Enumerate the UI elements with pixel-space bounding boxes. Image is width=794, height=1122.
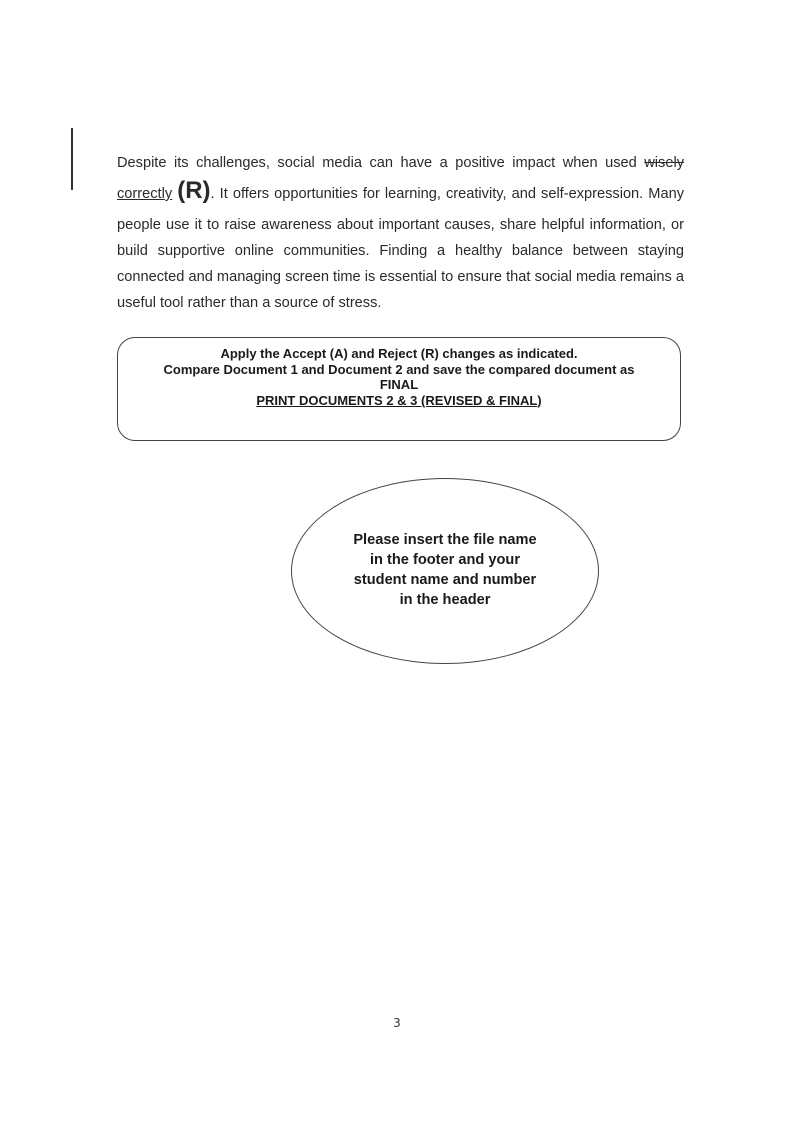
instruction-box [117,337,681,441]
note-line: in the header [399,592,491,608]
note-text [291,530,599,610]
track-change-bar [71,128,73,190]
instruction-print: PRINT DOCUMENTS 2 & 3 (REVISED & FINAL) [256,392,542,408]
body-paragraph [117,150,684,316]
paragraph-text: Despite its challenges, social media can have a positive impact when used [117,155,645,171]
deleted-text: wisely [644,155,684,171]
reject-marker: (R) [177,177,211,204]
note-line: Please insert the file name [353,532,537,548]
note-line: in the footer and your [370,552,520,568]
instruction-line: Compare Document 1 and Document 2 and save the compared document as FINAL [163,361,635,392]
instruction-line: Apply the Accept (A) and Reject (R) changes as indicated. [220,346,578,361]
paragraph-text-cont: . It offers opportunities for learning, creativity, and self-expression. Many people use it to raise awareness about important causes, share helpful information, or build supportive online communities. Finding a healthy balance between staying connected and managing screen time is essential to ensure that social media remains a useful tool rather than a source of stress. [117,186,684,311]
inserted-text: correctly [117,186,173,202]
note-line: student name and number [353,572,537,588]
page-number: 3 [393,1016,401,1030]
